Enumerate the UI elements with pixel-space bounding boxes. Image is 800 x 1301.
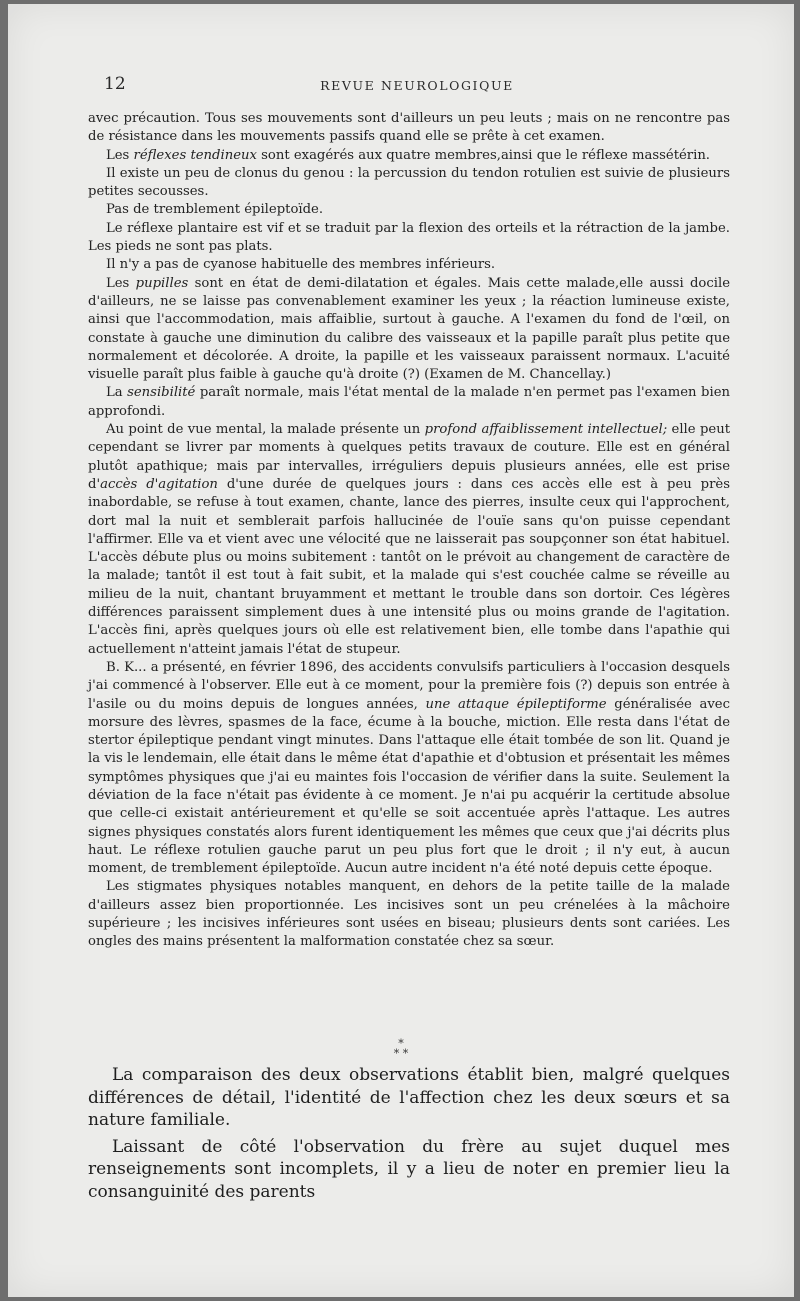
text-run: Au point de vue mental, la malade présente un <box>106 422 425 438</box>
italic-term: réflexes tendineux <box>133 147 257 163</box>
text-run: Les stigmates physiques notables manquent, en dehors de la petite taille de la malade d'ailleurs assez bien proportionnée. Les incisives sont un peu crénelées à la mâchoire supérieure ; les incisives inférieures sont usées en biseau; plusieurs dents sont cariées. Les ongles des mains présentent la malformation constatée chez sa sœur. <box>88 879 730 950</box>
paragraph <box>88 275 730 385</box>
body-text <box>88 110 730 952</box>
paragraph <box>88 878 730 951</box>
text-run: Il existe un peu de clonus du genou : la percussion du tendon rotulien est suivie de plusieurs petites secousses. <box>88 165 730 200</box>
paragraph <box>88 256 730 274</box>
text-run: Les <box>106 275 136 291</box>
paragraph <box>88 165 730 202</box>
paragraph <box>88 110 730 147</box>
text-run: d'une durée de quelques jours : dans ces accès elle est à peu près inabordable, se refuse à tout examen, chante, lance des pierres, insulte ceux qui l'approchent, dort mal la nuit et semblerait parfois hallucinée de l'ouïe sans qu'on puisse cependant l'affirmer. Elle va et vient avec une vélocité que ne laisserait pas soupçonner son état habituel. L'accès débute plus ou moins subitement : tantôt on le prévoit au changement de caractère de la malade; tantôt il est tout à fait subit, et la malade qui s'est couchée calme se réveille au milieu de la nuit, chantant bruyamment et mettant le trouble dans son dortoir. Ces légères différences paraissent simplement dues à une intensité plus ou moins grande de l'agitation. L'accès fini, après quelques jours où elle est relativement bien, elle tombe dans l'apathie qui actuellement n'atteint jamais l'état de stupeur. <box>88 476 730 657</box>
text-run: sont en état de demi-dilatation et égales. Mais cette malade,elle aussi docile d'ailleurs, ne se laisse pas convenablement examiner les yeux ; la réaction lumineuse existe, ainsi que l'accommodation, mais affaiblie, surtout à gauche. A l'examen du fond de l'œil, on constate à gauche une diminution du calibre des vaisseaux et la papille paraît plus petite que normalement et décolorée. A droite, la papille et les vaisseaux paraissent normaux. L'acuité visuelle paraît plus faible à gauche qu'à droite (?) (Examen de M. Chancellay.) <box>88 275 730 383</box>
text-run: avec précaution. Tous ses mouvements sont d'ailleurs un peu leuts ; mais on ne rencontre pas de résistance dans les mouvements passifs quand elle se prête à cet examen. <box>88 111 730 145</box>
italic-term: une attaque épileptiforme <box>425 696 607 712</box>
page-header <box>104 74 730 98</box>
running-title: REVUE NEUROLOGIQUE <box>320 78 514 93</box>
text-run: généralisée avec morsure des lèvres, spasmes de la face, écume à la bouche, miction. Elle resta dans l'état de stertor épileptique pendant vingt minutes. Dans l'attaque elle était tombée de son lit. Quand je la vis le lendemain, elle était dans le même état d'apathie et d'obtusion et présentait les mêmes symptômes physiques que j'ai eu maintes fois l'occasion de vérifier dans la suite. Seulement la déviation de la face n'était pas évidente à ce moment. Je n'ai pu acquérir la certitude absolue que celle-ci existait antérieurement et qu'elle se soit accentuée après l'attaque. Les autres signes physiques constatés alors furent identiquement les mêmes que ceux que j'ai décrits plus haut. Le réflexe rotulien gauche parut un peu plus fort que le droit ; il n'y eut, à aucun moment, de tremblement épileptoïde. Aucun autre incident n'a été noté depuis cette époque. <box>88 696 730 877</box>
page-number: 12 <box>104 74 126 94</box>
paragraph <box>88 220 730 257</box>
text-run: Pas de tremblement épileptoïde. <box>106 202 324 218</box>
text-run: Le réflexe plantaire est vif et se traduit par la flexion des orteils et la rétraction de la jambe. Les pieds ne sont pas plats. <box>88 220 730 255</box>
italic-term: sensibilité <box>127 385 196 401</box>
paragraph-large: Laissant de côté l'observation du frère au sujet duquel mes renseignements sont incomplets, il y a lieu de noter en premier lieu la consanguinité des parents <box>88 1136 730 1202</box>
paragraph <box>88 201 730 219</box>
italic-term: pupilles <box>135 275 189 291</box>
paragraph <box>88 147 730 165</box>
italic-term: profond affaiblissement intellectuel; <box>424 422 668 438</box>
text-run: Les <box>106 147 134 163</box>
text-run: B. K... a présenté, en février 1896, des accidents convulsifs particuliers à l'occasion desquels j'ai commencé à l'observer. Elle eut à ce moment, pour la première fois (?) depuis son entrée à l'asile ou du moins depuis de longues années, <box>88 659 730 712</box>
text-run: Il n'y a pas de cyanose habituelle des membres inférieurs. <box>106 257 496 273</box>
text-run: elle peut cependant se livrer par moments à quelques petits travaux de couture. Elle est en général plutôt apathique; mais par intervalles, irréguliers depuis plusieurs années, elle est prise d' <box>88 422 730 492</box>
paragraph <box>88 384 730 421</box>
scanned-page <box>8 4 794 1297</box>
text-run: paraît normale, mais l'état mental de la malade n'en permet pas l'examen bien approfondi. <box>88 385 730 419</box>
paragraph <box>88 659 730 879</box>
italic-term: accès d'agitation <box>100 476 218 492</box>
large-text-section <box>88 1064 730 1207</box>
paragraph-large: La comparaison des deux observations établit bien, malgré quelques différences de détail, l'identité de l'affection chez les deux sœurs et sa nature familiale. <box>88 1065 730 1130</box>
section-separator: * * * <box>393 1037 409 1060</box>
text-run: sont exagérés aux quatre membres,ainsi que le réflexe massétérin. <box>256 147 711 163</box>
text-run: La <box>106 385 128 401</box>
paragraph <box>88 421 730 659</box>
